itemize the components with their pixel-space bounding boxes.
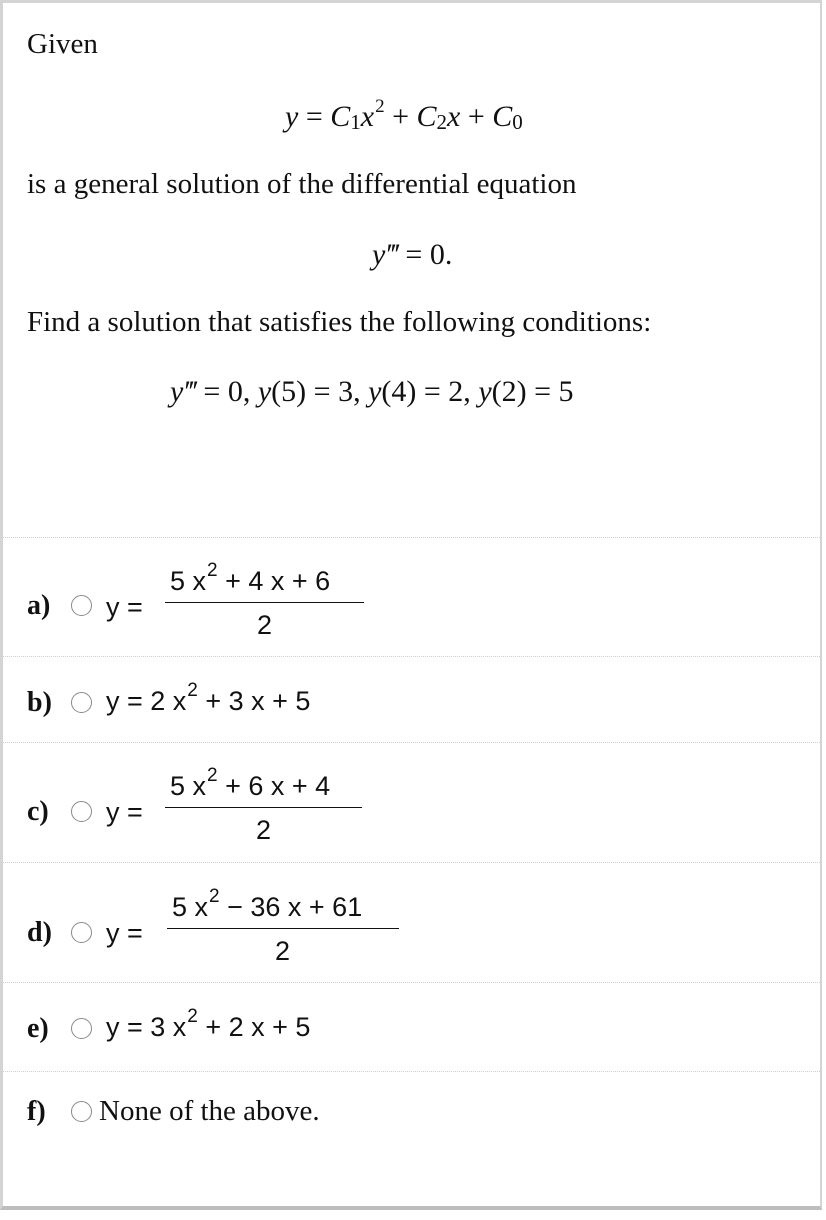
gs-c1: C <box>330 100 351 133</box>
gs-x2: x <box>447 100 461 133</box>
cond-y1: y <box>257 375 272 408</box>
option-letter: b) <box>27 687 52 718</box>
de-rhs: = 0. <box>397 238 453 271</box>
separator <box>3 982 822 983</box>
num-sup: 2 <box>207 765 218 786</box>
option-text: None of the above. <box>99 1095 320 1127</box>
option-letter: c) <box>27 796 49 827</box>
gs-y: y <box>285 100 299 133</box>
option-lhs: y = <box>106 918 143 948</box>
fraction-bar <box>165 807 362 808</box>
differential-equation <box>372 238 452 272</box>
fraction-numerator <box>170 560 331 597</box>
fraction-bar <box>167 928 399 929</box>
gs-c2-sub: 2 <box>436 110 448 134</box>
expr-lead: y = 2 x <box>106 686 187 716</box>
num-sup: 2 <box>207 560 218 581</box>
gs-eq: = <box>298 100 331 133</box>
gs-x-sup: 2 <box>375 96 385 117</box>
general-solution <box>285 96 523 134</box>
expr-rest: + 3 x + 5 <box>197 686 311 716</box>
fraction-denominator: 2 <box>257 610 273 640</box>
gs-c1-sub: 1 <box>350 110 361 134</box>
fraction-numerator <box>172 886 363 923</box>
gs-c0-sub: 0 <box>512 110 523 134</box>
expr-rest: + 2 x + 5 <box>197 1012 311 1042</box>
cond-1: (5) = 3, <box>271 375 369 408</box>
option-letter: a) <box>27 590 51 621</box>
num-rest: − 36 x + 61 <box>219 892 363 922</box>
gs-plus1: + <box>384 100 417 133</box>
num-rest: + 6 x + 4 <box>217 771 331 801</box>
separator <box>3 537 822 538</box>
gs-c0: C <box>492 100 513 133</box>
radio-button[interactable] <box>71 1018 92 1039</box>
cond-2: (4) = 2, <box>381 375 479 408</box>
fraction-denominator: 2 <box>275 936 291 966</box>
conditions <box>170 375 574 409</box>
expr-sup: 2 <box>187 680 198 701</box>
option-lhs: y = <box>106 797 143 827</box>
option-expression <box>106 1006 311 1043</box>
radio-button[interactable] <box>71 692 92 713</box>
separator <box>3 862 822 863</box>
radio-button[interactable] <box>71 922 92 943</box>
option-letter: f) <box>27 1096 46 1127</box>
expr-sup: 2 <box>187 1006 198 1027</box>
expr-lead: y = 3 x <box>106 1012 187 1042</box>
fraction-denominator: 2 <box>256 815 272 845</box>
radio-button[interactable] <box>71 595 92 616</box>
num-term: 5 x <box>170 771 207 801</box>
cond-y2: y <box>368 375 382 408</box>
gs-plus2: + <box>460 100 493 133</box>
num-sup: 2 <box>209 886 220 907</box>
option-expression <box>106 680 311 717</box>
option-lhs: y = <box>106 592 143 622</box>
separator <box>3 1071 822 1072</box>
separator <box>3 656 822 657</box>
cond-y3: y <box>478 375 492 408</box>
separator <box>3 742 822 743</box>
cond-d3-val: = 0, <box>195 375 258 408</box>
num-term: 5 x <box>172 892 209 922</box>
radio-button[interactable] <box>71 801 92 822</box>
num-rest: + 4 x + 6 <box>217 566 331 596</box>
radio-button[interactable] <box>71 1101 92 1122</box>
is-general-text: is a general solution of the differential equation <box>27 168 577 200</box>
cond-3: (2) = 5 <box>491 375 574 408</box>
cond-d3: y‴ <box>170 375 196 408</box>
option-letter: e) <box>27 1013 49 1044</box>
find-text: Find a solution that satisfies the following conditions: <box>27 306 652 338</box>
gs-x: x <box>360 100 375 133</box>
num-term: 5 x <box>170 566 207 596</box>
fraction-bar <box>165 602 364 603</box>
given-label: Given <box>27 28 98 60</box>
gs-c2: C <box>416 100 437 133</box>
option-letter: d) <box>27 917 52 948</box>
fraction-numerator <box>170 765 331 802</box>
de-lhs: y‴ <box>372 238 398 271</box>
